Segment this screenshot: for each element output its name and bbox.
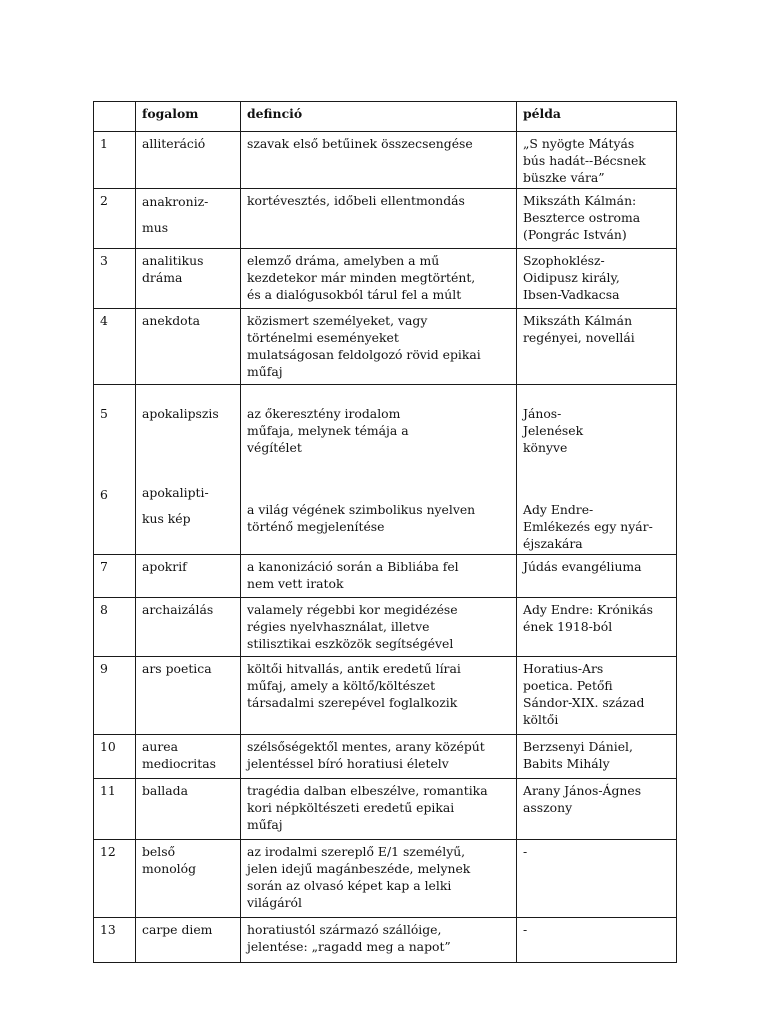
row-definition: a kanonizáció során a Bibliába fel nem vett iratok [241,555,517,598]
row-number [94,385,136,555]
table-row [94,598,677,657]
row-number: 3 [94,249,136,309]
row-example: Júdás evangéliuma [517,555,677,598]
row-number: 9 [94,657,136,735]
row-example: Mikszáth Kálmán: Beszterce ostroma (Pongrác István) [517,189,677,249]
row-example: Horatius-Ars poetica. Petőfi Sándor-XIX. század költői [517,657,677,735]
row-definition: tragédia dalban elbeszélve, romantika kori népköltészeti eredetű epikai műfaj [241,779,517,840]
term-apokalipszis: apokalipszis [142,406,219,421]
row-term: ars poetica [136,657,241,735]
row-number: 4 [94,309,136,385]
header-term: fogalom [136,102,241,132]
row-definition: valamely régebbi kor megidézése régies nyelvhasználat, illetve stilisztikai eszközök segítségével [241,598,517,657]
row-number: 13 [94,918,136,963]
ex-apokalipszis: János- Jelenések könyve [523,406,584,455]
row-term: analitikus dráma [136,249,241,309]
def-apokaliptikus-kep: a világ végének szimbolikus nyelven történő megjelenítése [247,502,476,534]
row-term: carpe diem [136,918,241,963]
row-number-5: 5 [100,406,108,421]
row-example: „S nyögte Mátyás bús hadát--Bécsnek büszke vára” [517,132,677,189]
row-definition: szélsőségektől mentes, arany középút jelentéssel bíró horatiusi életelv [241,735,517,779]
row-definition: horatiustól származó szállóige, jelentése: „ragadd meg a napot” [241,918,517,963]
row-example: Arany János-Ágnes asszony [517,779,677,840]
row-number: 10 [94,735,136,779]
row-term: aurea mediocritas [136,735,241,779]
table-row [94,132,677,189]
table-row [94,385,677,555]
header-definition: definció [241,102,517,132]
row-example: Ady Endre: Krónikás ének 1918-ból [517,598,677,657]
row-definition: az irodalmi szereplő E/1 személyű, jelen idejű magánbeszéde, melynek során az olvasó képet kap a lelki világáról [241,840,517,918]
table-row [94,840,677,918]
row-example: Szophoklész- Oidipusz király, Ibsen-Vadkacsa [517,249,677,309]
header-number [94,102,136,132]
row-number: 12 [94,840,136,918]
row-number: 2 [94,189,136,249]
term-apokaliptikus-kep: apokalipti- kus kép [142,485,209,526]
row-example: Mikszáth Kálmán regényei, novellái [517,309,677,385]
row-term: belső monológ [136,840,241,918]
row-term: anekdota [136,309,241,385]
table-header-row [94,102,677,132]
row-example [517,385,677,555]
row-number-6: 6 [100,487,108,502]
row-term [136,385,241,555]
row-number: 11 [94,779,136,840]
table-row [94,555,677,598]
row-example: - [517,840,677,918]
row-number: 1 [94,132,136,189]
row-term: archaizálás [136,598,241,657]
row-example: Berzsenyi Dániel, Babits Mihály [517,735,677,779]
row-term: anakroniz- mus [136,189,241,249]
table-row [94,189,677,249]
glossary-table [93,101,677,963]
row-number: 8 [94,598,136,657]
table-row [94,657,677,735]
row-term: ballada [136,779,241,840]
row-example: - [517,918,677,963]
row-definition: költői hitvallás, antik eredetű lírai műfaj, amely a költő/költészet társadalmi szerepével foglalkozik [241,657,517,735]
def-apokalipszis: az őkeresztény irodalom műfaja, melynek témája a végítélet [247,406,409,455]
row-definition: szavak első betűinek összecsengése [241,132,517,189]
row-term: alliteráció [136,132,241,189]
row-term: apokrif [136,555,241,598]
row-definition: elemző dráma, amelyben a mű kezdetekor már minden megtörtént, és a dialógusokból tárul fel a múlt [241,249,517,309]
table-row [94,309,677,385]
table-row [94,918,677,963]
row-definition: kortévesztés, időbeli ellentmondás [241,189,517,249]
table-row [94,735,677,779]
table-row [94,249,677,309]
header-example: példa [517,102,677,132]
row-number: 7 [94,555,136,598]
ex-apokaliptikus-kep: Ady Endre- Emlékezés egy nyár- éjszakára [523,502,653,551]
row-definition: közismert személyeket, vagy történelmi eseményeket mulatságosan feldolgozó rövid epikai műfaj [241,309,517,385]
row-definition [241,385,517,555]
table-row [94,779,677,840]
